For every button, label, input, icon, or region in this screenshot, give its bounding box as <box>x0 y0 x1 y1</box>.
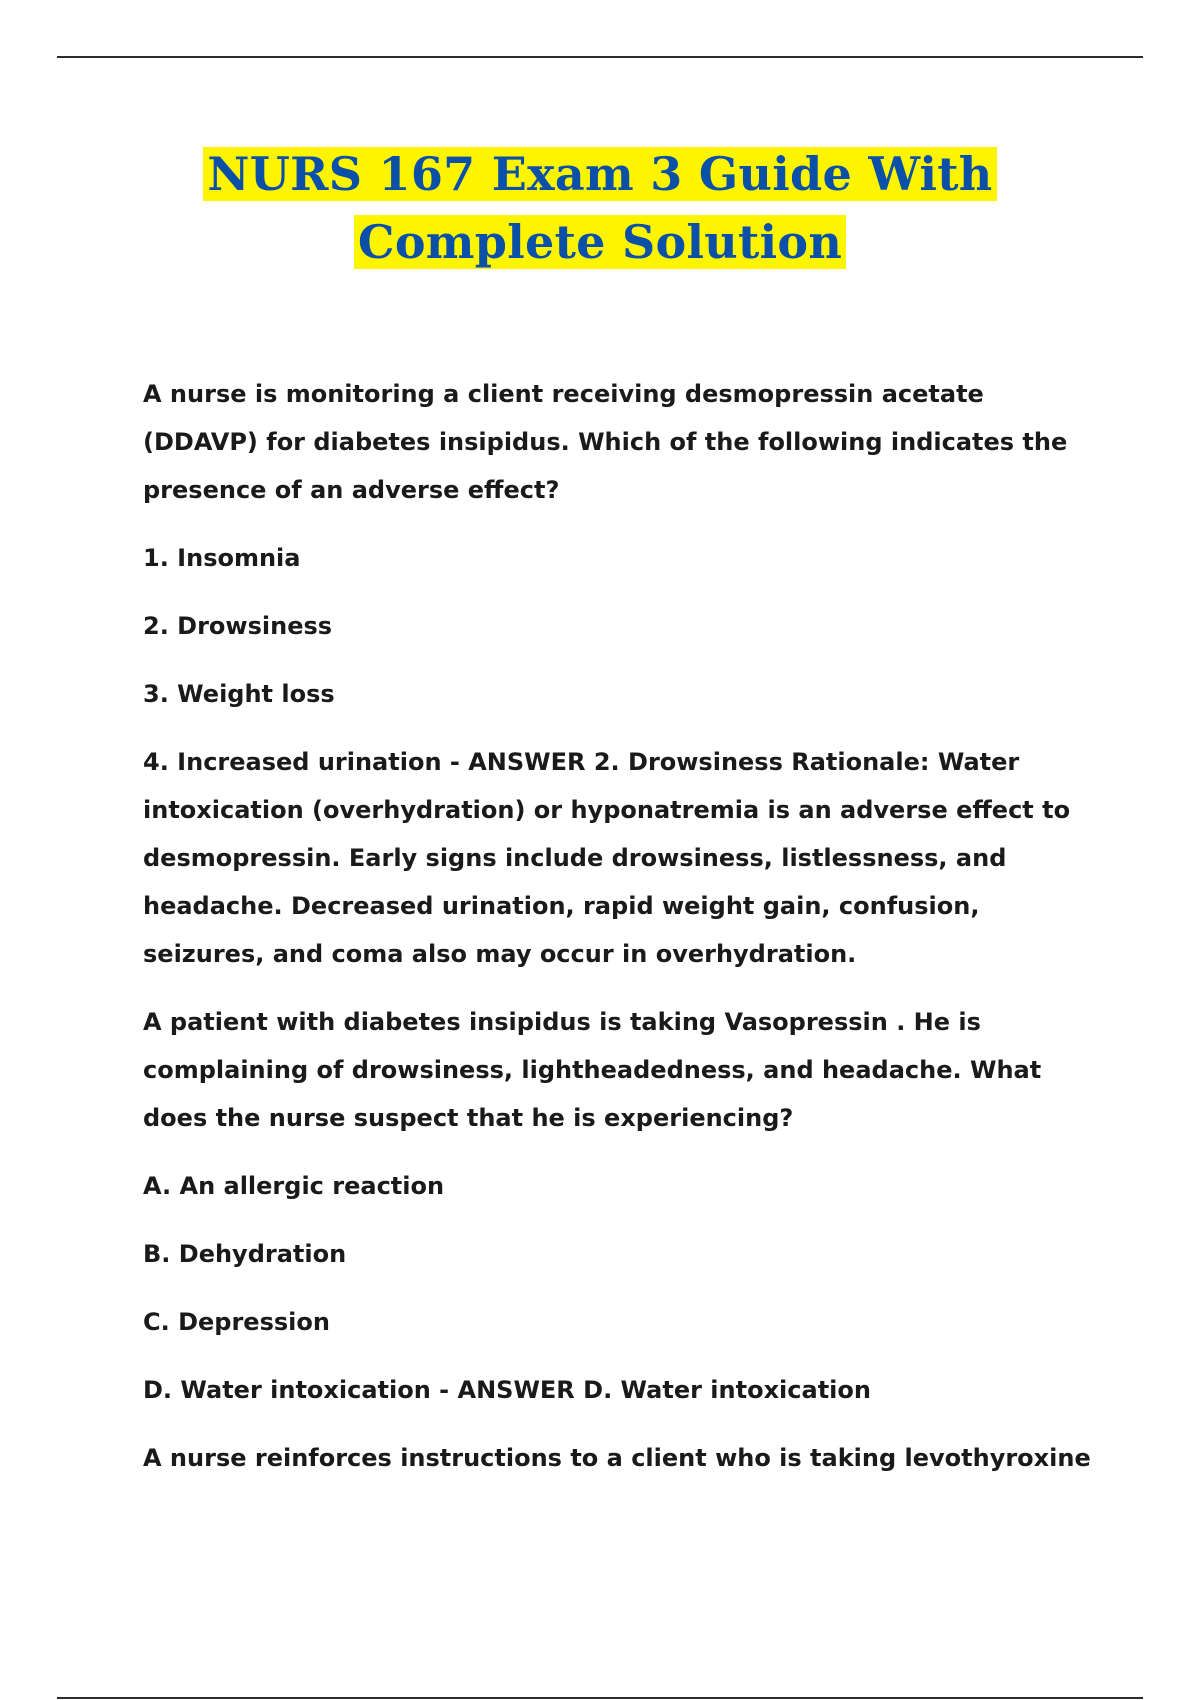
question-2-option-a: A. An allergic reaction <box>143 1172 445 1200</box>
question-2-option-b: B. Dehydration <box>143 1240 347 1268</box>
bottom-divider <box>57 1697 1143 1699</box>
question-2-stem: A patient with diabetes insipidus is taking Vasopressin . He is complaining of drowsiness, lightheadedness, and headache. What does the nurse suspect that he is experiencing? <box>143 1008 1042 1132</box>
document-title <box>0 140 1200 276</box>
question-2-option-c: C. Depression <box>143 1308 330 1336</box>
question-1-stem: A nurse is monitoring a client receiving desmopressin acetate (DDAVP) for diabetes insipidus. Which of the following indicates the presence of an adverse effect? <box>143 380 1068 504</box>
top-divider <box>57 56 1143 58</box>
question-1-option-4-answer: 4. Increased urination - ANSWER 2. Drowsiness Rationale: Water intoxication (overhydration) or hyponatremia is an adverse effect to desmopressin. Early signs include drowsiness, listlessness, and headache. Decreased urination, rapid weight gain, confusion, seizures, and coma also may occur in overhydration. <box>143 748 1071 968</box>
question-3-stem: A nurse reinforces instructions to a client who is taking levothyroxine <box>143 1444 1091 1472</box>
title-line-1: NURS 167 Exam 3 Guide With <box>203 147 996 201</box>
question-1-option-3: 3. Weight loss <box>143 680 335 708</box>
question-2-option-d-answer: D. Water intoxication - ANSWER D. Water intoxication <box>143 1376 871 1404</box>
document-body <box>143 370 1093 1502</box>
title-line-2: Complete Solution <box>354 215 846 269</box>
question-1-option-1: 1. Insomnia <box>143 544 301 572</box>
question-1-option-2: 2. Drowsiness <box>143 612 333 640</box>
